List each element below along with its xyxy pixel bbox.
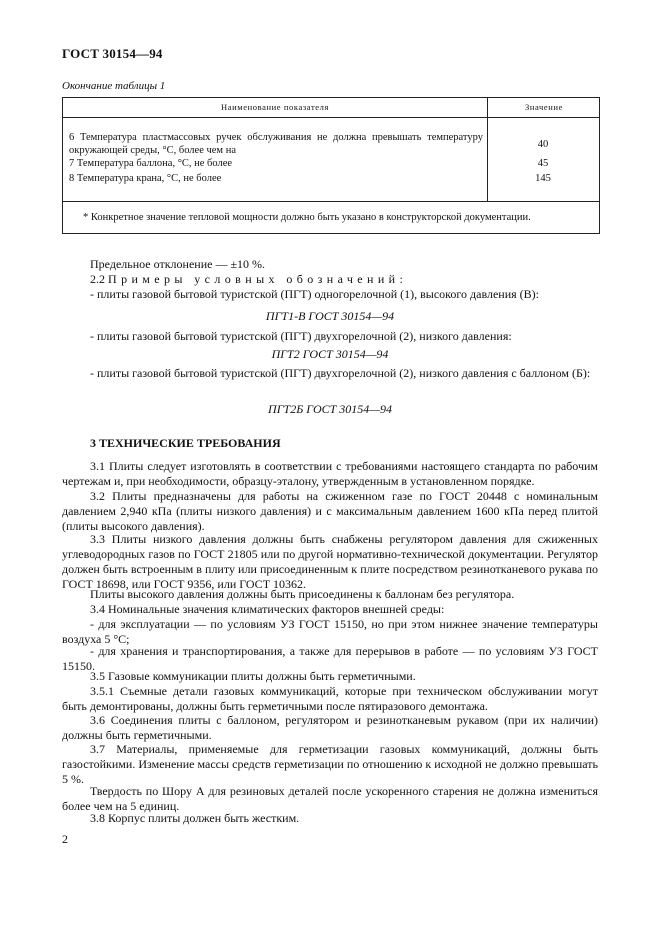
table-row-7-text: 7 Температура баллона, °С, не более — [69, 158, 233, 169]
table-row-6-value: 40 — [537, 139, 549, 150]
example-3-code: ПГТ2Б ГОСТ 30154—94 — [268, 402, 392, 416]
paragraph-3-8: 3.8 Корпус плиты должен быть жестким. — [90, 811, 300, 825]
paragraph-3-5-1: 3.5.1 Съемные детали газовых коммуникаций, которые при техническом обслуживании могут быть демонтированы, должны быть герметичными после пятиразового демонтажа. — [62, 684, 598, 713]
deviation-text: Предельное отклонение — ±10 %. — [90, 257, 266, 271]
paragraph-3-2: 3.2 Плиты предназначены для работы на сжиженном газе по ГОСТ 20448 с номинальным давлением 2,940 кПа (плиты низкого давления) и с максимальным давлением 1600 кПа перед плитой (плиты высокого давления). — [62, 489, 598, 533]
table-row-7-value: 45 — [537, 158, 549, 169]
table-row-8-text: 8 Температура крана, °С, не более — [69, 173, 222, 184]
page-number: 2 — [62, 832, 68, 846]
table-header — [63, 98, 599, 118]
table-row-6-text: 6 Температура пластмассовых ручек обслуживания не должна превышать температуру окружающей среды, °С, более чем на — [69, 132, 483, 156]
example-1-code: ПГТ1-В ГОСТ 30154—94 — [265, 309, 395, 323]
paragraph-3-3: 3.3 Плиты низкого давления должны быть снабжены регулятором давления для сжиженных углеводородных газов по ГОСТ 21805 или по другой нормативно-технической документации. Регулятор должен быть встроенным в плиту или присоединенным к плите посредством резинотканевого рукава по ГОСТ 18698, или ГОСТ 9356, или ГОСТ 10362. — [62, 532, 598, 591]
paragraph-3-7-b: Твердость по Шору А для резиновых деталей после ускоренного старения не должна измениться более чем на 5 единиц. — [62, 784, 598, 813]
paragraph-3-1: 3.1 Плиты следует изготовлять в соответствии с требованиями настоящего стандарта по рабочим чертежам и, при необходимости, образцу-эталону, утвержденным в установленном порядке. — [62, 459, 598, 488]
paragraph-3-6: 3.6 Соединения плиты с баллоном, регулятором и резинотканевым рукавом (при их наличии) должны быть герметичными. — [62, 713, 598, 742]
example-2: - плиты газовой бытовой туристской (ПГТ) двухгорелочной (2), низкого давления: — [90, 329, 512, 343]
example-2-code: ПГТ2 ГОСТ 30154—94 — [271, 347, 389, 361]
paragraph-3-4-a: - для эксплуатации — по условиям УЗ ГОСТ 15150, но при этом нижнее значение температуры воздуха 5 °С; — [62, 617, 598, 646]
example-1: - плиты газовой бытовой туристской (ПГТ) одногорелочной (1), высокого давления (В): — [90, 287, 539, 301]
examples-title: Примеры условных обозначений: — [108, 272, 408, 286]
paragraph-3-4-b: - для хранения и транспортирования, а также для перерывов в работе — по условиям УЗ ГОСТ 15150. — [62, 644, 598, 673]
table-row-8-value: 145 — [535, 173, 551, 184]
table-body — [63, 117, 599, 201]
example-3: - плиты газовой бытовой туристской (ПГТ) двухгорелочной (2), низкого давления с баллоном (Б): — [90, 366, 591, 380]
column-header-name: Наименование показателя — [220, 102, 329, 112]
paragraph-3-3-b: Плиты высокого давления должны быть присоединены к баллонам без регулятора. — [90, 587, 515, 601]
examples-number: 2.2 — [90, 272, 105, 286]
paragraph-3-7: 3.7 Материалы, применяемые для герметизации газовых коммуникаций, должны быть газостойкими. Изменение массы средств герметизации по отношению к исходной не должно превышать 5 %. — [62, 742, 598, 786]
section-title: 3 ТЕХНИЧЕСКИЕ ТРЕБОВАНИЯ — [90, 436, 281, 450]
footnote-text: * Конкретное значение тепловой мощности должно быть указано в конструкторской документации. — [83, 212, 531, 223]
table-caption: Окончание таблицы 1 — [62, 80, 166, 92]
indicators-table — [62, 97, 600, 234]
standard-header: ГОСТ 30154—94 — [62, 46, 163, 61]
paragraph-3-4: 3.4 Номинальные значения климатических факторов внешней среды: — [90, 602, 445, 616]
examples-heading — [90, 272, 598, 287]
table-footnote — [63, 201, 599, 234]
paragraph-3-5: 3.5 Газовые коммуникации плиты должны быть герметичными. — [90, 669, 416, 683]
column-header-value: Значение — [487, 98, 600, 117]
